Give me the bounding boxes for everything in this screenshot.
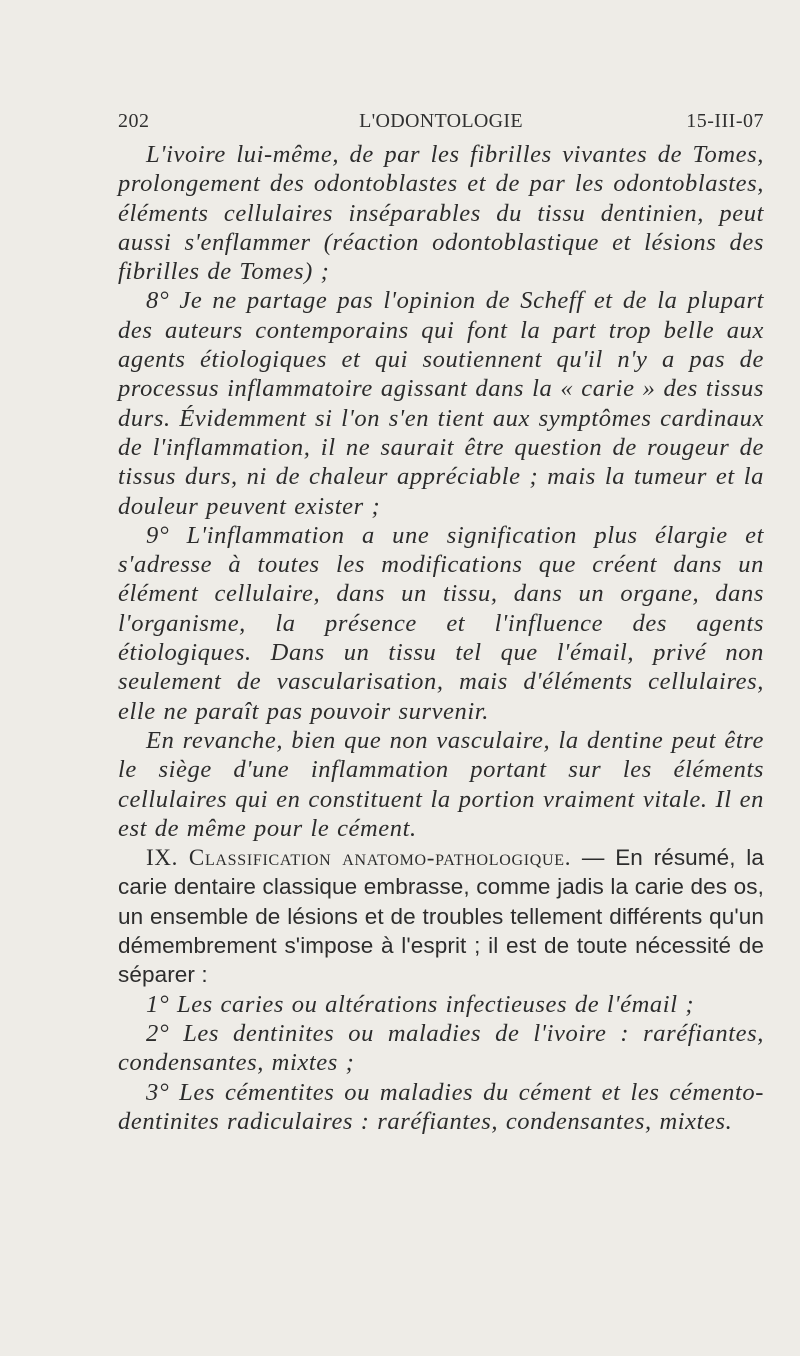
paragraph-ivoire: L'ivoire lui-même, de par les fibrilles vivantes de Tomes, prolongement des odontoblastes et de par les odontoblastes, éléments cellulaires inséparables du tissu dentinien, peut aussi s'enflammer (réaction odontoblastique et lésions des fibrilles de Tomes) ; <box>118 141 764 286</box>
paragraph-point-8: 8° Je ne partage pas l'opinion de Scheff et de la plupart des auteurs contemporains qui font la part trop belle aux agents étiologiques et qui soutiennent qu'il n'y a pas de processus inflammatoire agissant dans la « carie » des tissus durs. Évidemment si l'on s'en tient aux symptômes cardinaux de l'inflammation, il ne saurait être question de rougeur de tissus durs, ni de chaleur appréciable ; mais la tumeur et la douleur peuvent exister ; <box>118 287 764 520</box>
paragraph-point-9: 9° L'inflammation a une signification plus élargie et s'adresse à toutes les modifications que créent dans un élément cellulaire, dans un tissu, dans un organe, dans l'organisme, la présence et l'influence des agents étiologiques. Dans un tissu tel que l'émail, privé non seulement de vascularisation, mais d'éléments cellulaires, elle ne paraît pas pouvoir survenir. <box>118 521 764 725</box>
running-title: L'ODONTOLOGIE <box>359 110 523 132</box>
page-number: 202 <box>118 110 150 132</box>
paragraph-en-revanche: En revanche, bien que non vasculaire, la dentine peut être le siège d'une inflammation portant sur les éléments cellulaires qui en constituent la portion vraiment vitale. Il en est de même pour le cément. <box>118 726 764 842</box>
section-text: — En résumé, la carie dentaire classique embrasse, comme jadis la carie des os, un ensemble de lésions et de troubles tellement différents qu'un démembrement s'impose à l'esprit ; il est de toute nécessité de séparer : <box>118 845 764 988</box>
body-text <box>118 140 764 1136</box>
section-paragraph <box>118 843 764 989</box>
list-item: 3° Les cémentites ou maladies du cément et les cémento-dentinites radiculaires : raréfiantes, condensantes, mixtes. <box>118 1078 764 1135</box>
page-header <box>118 104 764 138</box>
list-item: 1° Les caries ou altérations infectieuses de l'émail ; <box>146 990 695 1018</box>
section-heading: IX. Classification anatomo-pathologique. <box>146 845 572 871</box>
issue-date: 15-III-07 <box>686 110 764 132</box>
list-item: 2° Les dentinites ou maladies de l'ivoire : raréfiantes, condensantes, mixtes ; <box>118 1019 764 1077</box>
